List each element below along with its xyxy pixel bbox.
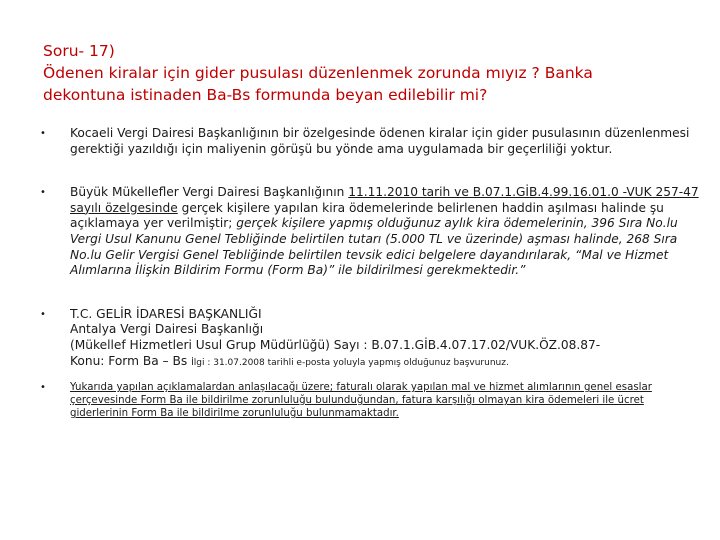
item-text: Kocaeli Vergi Dairesi Başkanlığının bir özelgesinde ödenen kiralar için gider pusulasının düzenlenmesi gerektiği yazıldığı için maliyenin görüşü bu yönde ama uygulamada bir geçerliliği yoktur. — [70, 126, 690, 156]
item-text-continued: gerçek kişilere yapılan kira ödemelerinde belirlenen haddin aşılması halinde şu açıklamaya yer verilmiştir; — [70, 200, 664, 231]
answer-list — [40, 126, 700, 420]
ruling-reference: 11.11.2010 tarih ve B.07.1.GİB.4.99.16.01.0 -VUK 257-47 sayılı özelgesinde — [70, 185, 699, 215]
list-item — [40, 126, 700, 157]
list-item — [40, 381, 700, 420]
item-text: Büyük Mükellefler Vergi Dairesi Başkanlığının — [70, 185, 349, 200]
office-name: Antalya Vergi Dairesi Başkanlığı — [70, 322, 264, 337]
item-text: Yukarıda yapılan açıklamalardan anlaşılacağı üzere; faturalı olarak yapılan mal ve hizmet alımlarının genel esaslar çerçevesinde Form Ba ile bildirilme zorunluluğu bulunduğundan, fatura karşılığı olmayan kira ödemeleri ile ücret giderlerinin Form Ba ile bildirilme zorunluluğu bulunmamaktadır. — [70, 382, 652, 420]
bullet-icon: • — [40, 308, 46, 320]
list-item — [40, 185, 700, 279]
related-text: İlgi : 31.07.2008 tarihli e-posta yoluyla yapmış olduğunuz başvurunuz. — [191, 357, 509, 368]
bullet-icon: • — [40, 128, 46, 139]
question-text-line-1: Ödenen kiralar için gider pusulası düzenlenmek zorunda mıyız ? Banka — [43, 64, 593, 82]
reference-number: (Mükellef Hizmetleri Usul Grup Müdürlüğü) Sayı : B.07.1.GİB.4.07.17.02/VUK.ÖZ.08.87- — [70, 337, 601, 352]
subject-line — [70, 354, 700, 372]
bullet-icon: • — [40, 187, 46, 199]
bullet-icon: • — [40, 382, 46, 394]
question-text-line-2: dekontuna istinaden Ba-Bs formunda beyan edilebilir mi? — [43, 86, 488, 104]
ruling-quote: gerçek kişilere yapmış olduğunuz aylık kira ödemelerinin, 396 Sıra No.lu Vergi Usul Kanunu Genel Tebliğinde belirtilen tutarı (5.000 TL ve üzerinde) aşması halinde, 268 Sıra No.lu Gelir Vergisi Genel Tebliğinde belirtilen tevsik edici belgelere dayandırılarak, “Mal ve Hizmet Alımlarına İlişkin Bildirim Formu (Form Ba)” ile bildirilmesi gerekmektedir.” — [70, 216, 678, 278]
authority-name: T.C. GELİR İDARESİ BAŞKANLIĞI — [70, 306, 262, 321]
subject-text: Konu: Form Ba – Bs — [70, 353, 192, 368]
question-number: Soru- 17) — [43, 42, 115, 60]
list-item — [40, 307, 700, 371]
question-title — [43, 40, 703, 106]
